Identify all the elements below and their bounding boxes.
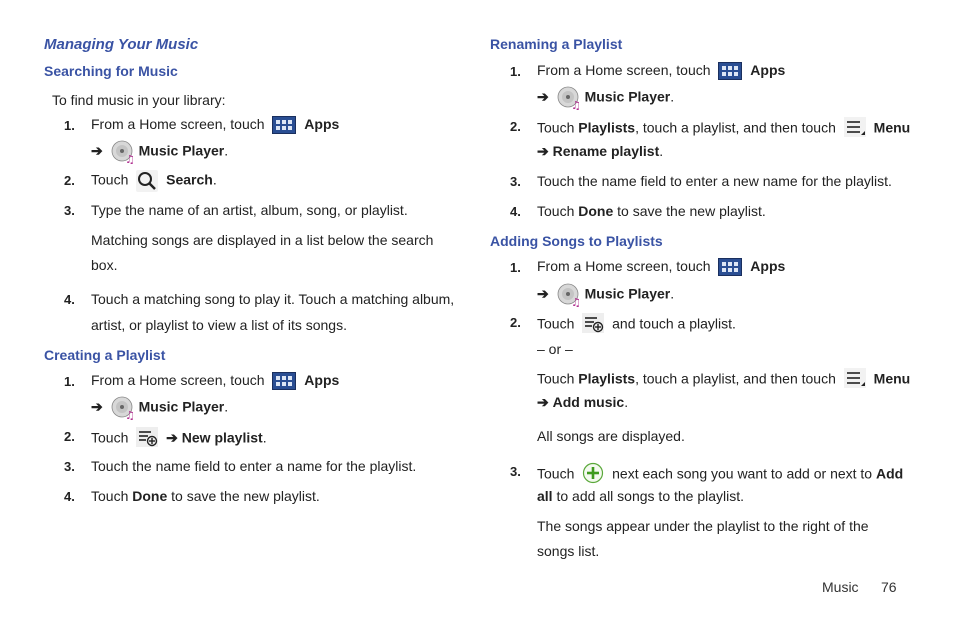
svg-text:♫: ♫ — [570, 296, 581, 307]
intro-text: To find music in your library: — [52, 92, 226, 108]
step-text — [91, 115, 339, 134]
done-label: Done — [132, 488, 168, 504]
new-playlist-label: New playlist — [181, 429, 263, 446]
music-player-label: Music Player — [138, 398, 225, 415]
playlists-label: Playlists — [578, 370, 636, 387]
step-note: All songs are displayed. — [537, 428, 685, 444]
step-text: Type the name of an artist, album, song, or playlist. — [91, 202, 408, 218]
step-text — [537, 202, 766, 220]
step-text: Touch a matching song to play it. Touch a matching album, — [91, 291, 455, 307]
add-icon — [582, 462, 604, 488]
or-separator: – or – — [537, 341, 573, 357]
arrow: ➔ — [537, 394, 549, 410]
footer-section: Music — [822, 579, 859, 595]
heading-adding: Adding Songs to Playlists — [490, 233, 663, 249]
music-player-icon — [111, 396, 135, 420]
step-note: songs list. — [537, 543, 600, 559]
apps-label: Apps — [750, 258, 786, 274]
step-number: 3. — [64, 203, 75, 218]
apps-label: Apps — [750, 62, 786, 78]
svg-text:♫: ♫ — [570, 99, 581, 110]
step-text-2 — [537, 283, 674, 307]
search-icon — [136, 170, 158, 192]
heading-searching: Searching for Music — [44, 63, 178, 79]
rename-playlist-label: Rename playlist — [552, 143, 660, 159]
step-text-mid: , touch a playlist, and then touch — [635, 370, 836, 387]
arrow: ➔ — [91, 142, 103, 159]
step-number: 2. — [510, 119, 521, 134]
music-player-label: Music Player — [584, 88, 671, 105]
step-note: The songs appear under the playlist to the right of the — [537, 518, 869, 534]
step-number: 1. — [64, 374, 75, 389]
step-text: artist, or playlist to view a list of its songs. — [91, 317, 347, 333]
step-text-pre: Touch — [537, 315, 575, 332]
arrow: ➔ — [537, 285, 549, 302]
arrow: ➔ — [91, 398, 103, 415]
step-text-pre: Touch — [91, 171, 129, 188]
svg-text:♫: ♫ — [124, 409, 135, 420]
step-number: 1. — [510, 260, 521, 275]
step-text — [537, 257, 785, 276]
music-player-icon — [111, 140, 135, 164]
step-number: 3. — [510, 174, 521, 189]
menu-label: Menu — [873, 119, 911, 136]
step-text — [537, 368, 910, 392]
period: . — [224, 142, 229, 159]
add-playlist-icon — [582, 313, 604, 337]
music-player-icon — [557, 86, 581, 110]
arrow: ➔ — [537, 88, 549, 105]
step-text — [537, 117, 910, 141]
period: . — [624, 394, 629, 410]
step-text-post: to save the new playlist. — [171, 488, 320, 504]
step-text-mid: , touch a playlist, and then touch — [635, 119, 836, 136]
step-text-2 — [91, 396, 228, 420]
period: . — [212, 171, 217, 188]
step-text — [91, 371, 339, 390]
apps-icon — [718, 62, 742, 80]
period: . — [670, 285, 675, 302]
apps-label: Apps — [304, 372, 340, 388]
menu-icon — [844, 368, 866, 392]
step-number: 1. — [64, 118, 75, 133]
step-note: box. — [91, 257, 118, 273]
step-text-pre: Touch — [91, 488, 129, 504]
apps-icon — [272, 372, 296, 390]
step-number: 2. — [64, 429, 75, 444]
menu-icon — [844, 117, 866, 141]
music-player-label: Music Player — [584, 285, 671, 302]
step-text-post: to save the new playlist. — [617, 203, 766, 219]
period: . — [224, 398, 229, 415]
step-text-2 — [537, 487, 744, 505]
playlists-label: Playlists — [578, 119, 636, 136]
page-title: Managing Your Music — [44, 36, 199, 53]
page-number: 76 — [881, 579, 897, 595]
step-text-pre: From a Home screen, touch — [91, 116, 265, 132]
step-text-pre: Touch — [537, 119, 575, 136]
step-number: 2. — [64, 173, 75, 188]
step-number: 4. — [64, 292, 75, 307]
step-text — [91, 487, 320, 505]
svg-text:♫: ♫ — [124, 153, 135, 164]
heading-renaming: Renaming a Playlist — [490, 36, 623, 52]
step-text-pre: From a Home screen, touch — [537, 258, 711, 274]
step-number: 2. — [510, 315, 521, 330]
apps-icon — [272, 116, 296, 134]
search-label: Search — [166, 171, 213, 188]
step-text — [537, 462, 903, 488]
heading-creating: Creating a Playlist — [44, 347, 166, 363]
step-text: Touch the name field to enter a new name for the playlist. — [537, 173, 892, 189]
step-text-pre: From a Home screen, touch — [91, 372, 265, 388]
step-text-pre: From a Home screen, touch — [537, 62, 711, 78]
apps-icon — [718, 258, 742, 276]
step-text-2 — [537, 86, 674, 110]
step-text-post: and touch a playlist. — [612, 315, 736, 332]
step-number: 4. — [510, 204, 521, 219]
step-number: 4. — [64, 489, 75, 504]
step-note: Matching songs are displayed in a list below the search — [91, 232, 434, 248]
arrow: ➔ — [537, 143, 549, 159]
menu-label: Menu — [873, 370, 911, 387]
step-text-post: to add all songs to the playlist. — [556, 488, 745, 504]
add-playlist-icon — [136, 427, 158, 451]
step-text-2 — [91, 140, 228, 164]
step-number: 1. — [510, 64, 521, 79]
add-music-label: Add music — [552, 394, 625, 410]
step-number: 3. — [64, 459, 75, 474]
step-text: Touch the name field to enter a name for the playlist. — [91, 458, 417, 474]
add-all-label-2: all — [537, 488, 553, 504]
step-text-pre: Touch — [537, 203, 575, 219]
music-player-label: Music Player — [138, 142, 225, 159]
music-player-icon — [557, 283, 581, 307]
step-text-mid: next each song you want to add or next to — [612, 465, 873, 482]
apps-label: Apps — [304, 116, 340, 132]
step-text-pre: Touch — [91, 429, 129, 446]
step-text — [91, 170, 217, 192]
step-text — [91, 427, 267, 451]
step-text — [537, 313, 736, 337]
arrow: ➔ — [166, 429, 178, 446]
step-text-pre: Touch — [537, 370, 575, 387]
step-number: 3. — [510, 464, 521, 479]
step-text — [537, 61, 785, 80]
done-label: Done — [578, 203, 614, 219]
step-text-2 — [537, 393, 628, 411]
add-all-label: Add — [875, 465, 904, 482]
period: . — [659, 143, 664, 159]
step-text-pre: Touch — [537, 465, 575, 482]
period: . — [670, 88, 675, 105]
period: . — [262, 429, 267, 446]
step-text-2 — [537, 142, 663, 160]
